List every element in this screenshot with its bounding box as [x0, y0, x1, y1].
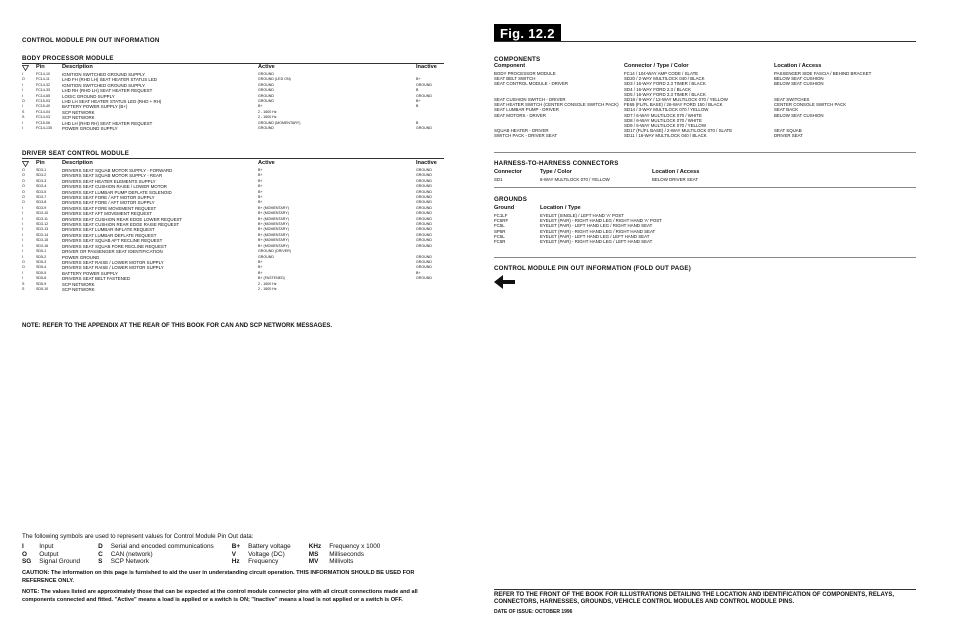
components-heading: COMPONENTS — [494, 56, 541, 63]
table-row: O FC14-11 LHD FH (RHD LH) SEAT HEATER STATUS LED GROUND (LED ON) B+ — [22, 77, 421, 83]
caution-note: CAUTION: The information on this page is furnished to aid the user in understanding circuit operation. THIS INFORMATION SHOULD BE USED FOR REFERENCE ONLY. — [22, 570, 415, 584]
pin-icon — [22, 64, 36, 72]
table-row: I SD3-11 DRIVERS SEAT CUSHION REAR EDGE LOWER REQUEST B+ (MOMENTARY) GROUND — [22, 216, 432, 222]
table-row: I SD3-15 DRIVERS SEAT SQUAB AFT RECLINE REQUEST B+ (MOMENTARY) GROUND — [22, 238, 432, 244]
figure-label: Fig. 12.2 — [494, 24, 561, 42]
table-row: SEAT MOTORS - DRIVER SD7 / 6-WAY MULTILOCK 070 / WHITE BELOW SEAT CUSHION — [494, 112, 824, 118]
table-row: FC5L EYELET (PAIR) - LEFT HAND LEG / RIGHT HAND SEAT — [494, 223, 653, 229]
table-row: I SD5-1 DRIVER OR PASSENGER SEAT IDENTIFICATION GROUND (DRIVER) — [22, 249, 291, 255]
values-note: NOTE: The values listed are approximately those that can be expected at the control module connector pins with all circuit connections made and all components connected and fitted. "Active" means a load is applied or a switch is ON; "Inactive" means a load is not applied or a switch is OFF. — [22, 589, 418, 603]
table-row: O SD3-1 DRIVERS SEAT SQUAB MOTOR SUPPLY - FORWARD B+ GROUND — [22, 168, 432, 173]
table-row: I FC14-135 POWER GROUND SUPPLY GROUND GROUND — [22, 126, 432, 132]
table-row: O SD3-3 DRIVERS SEAT HEATER ELEMENTS SUPPLY B+ GROUND — [22, 178, 432, 184]
table-row: I FC14-10 IGNITION SWITCHED GROUND SUPPLY GROUND — [22, 72, 274, 77]
table-row: SD1 8-WAY MULTILOCK 070 / YELLOW BELOW DRIVER SEAT — [494, 177, 699, 182]
table-row: O SD3-5 DRIVERS SEAT LUMBAR PUMP DEFLATE SOLENOID B+ GROUND — [22, 189, 432, 195]
table-row: S FC14-03 SCP NETWORK 2 - 1600 Hz — [22, 115, 277, 121]
pin-icon — [22, 160, 36, 168]
pinout-heading: CONTROL MODULE PIN OUT INFORMATION (FOLD OUT PAGE) — [494, 265, 691, 272]
table-header: Ground Location / Type — [494, 205, 581, 211]
table-row: I SD3-14 DRIVERS SEAT LUMBAR DEFLATE REQUEST B+ (MOMENTARY) GROUND — [22, 232, 432, 238]
legend-row: O Output C CAN (network) V Voltage (DC) MS Milliseconds — [22, 550, 364, 558]
table-row: I SD5-2 POWER GROUND GROUND GROUND — [22, 254, 432, 260]
table-row: SEAT CUSHION SWITCH - DRIVER SD18 / 8-WAY / 12-WAY MULTILOCK 070 / YELLOW SEAT SWITCHES — [494, 97, 810, 103]
table-row: SD9 / 6-WAY MULTILOCK 070 / YELLOW — [624, 123, 706, 129]
date-of-issue: DATE OF ISSUE: OCTOBER 1996 — [494, 609, 573, 615]
table-row: FC5RF EYELET (PAIR) - RIGHT HAND LEG / RIGHT HAND 'A' POST — [494, 218, 662, 224]
network-note: NOTE: REFER TO THE APPENDIX AT THE REAR OF THIS BOOK FOR CAN AND SCP NETWORK MESSAGES. — [22, 323, 333, 329]
legend-intro: The following symbols are used to represent values for Control Module Pin Out data: — [22, 533, 254, 540]
table-row: O SD3-4 DRIVERS SEAT CUSHION RAISE / LOWER MOTOR B+ GROUND — [22, 184, 432, 190]
legend-row: SG Signal Ground S SCP Network Hz Frequency MV Millivolts — [22, 558, 354, 565]
table-row: SD5 / 16-WAY FORD 2.3 TIMER / BLACK — [624, 91, 706, 97]
components-table — [494, 63, 916, 139]
table-row: I SD3-10 DRIVERS SEAT AFT MOVEMENT REQUEST B+ (MOMENTARY) GROUND — [22, 211, 432, 217]
table-row: S SD5-10 SCP NETWORK 2 - 1600 Hz — [22, 286, 277, 292]
table-row: SEAT LUMBAR PUMP - DRIVER SD14 / 3-WAY MULTILOCK 070 / YELLOW SEAT BACK — [494, 107, 799, 113]
table-row: SEAT BELT SWITCH SD20 / 2-WAY MULTILOCK 040 / BLACK BELOW SEAT CUSHION — [494, 76, 824, 82]
table-row: O FC15-03 LHD LH SEAT HEATER STATUS LED (RHD + RH) GROUND B+ — [22, 99, 421, 105]
table-row: I SD3-13 DRIVERS SEAT LUMBAR INFLATE REQUEST B+ (MOMENTARY) GROUND — [22, 227, 432, 233]
table-row: I FC14-32 IGNITION SWITCHED GROUND SUPPLY GROUND GROUND — [22, 82, 432, 88]
driver-seat-heading: DRIVER SEAT CONTROL MODULE — [22, 150, 130, 157]
table-row: S SD5-9 SCP NETWORK 2 - 1600 Hz — [22, 281, 277, 287]
table-row: O SD3-2 DRIVERS SEAT SQUAB MOTOR SUPPLY - REAR B+ GROUND — [22, 173, 432, 179]
driver-seat-table — [22, 160, 444, 292]
table-row: SD4 / 16-WAY FORD 2.3 / BLACK — [624, 86, 692, 92]
table-row: SP5R EYELET (PAIR) - RIGHT HAND LEG / RIGHT HAND SEAT — [494, 228, 656, 234]
body-processor-heading: BODY PROCESSOR MODULE — [22, 55, 114, 62]
table-row: S FC14-04 SCP NETWORK 2 - 1600 Hz — [22, 109, 277, 115]
table-row: FC5L EYELET (PAIR) - LEFT HAND LEG / LEFT HAND SEAT — [494, 233, 650, 239]
table-row: I SD5-5 BATTERY POWER SUPPLY B+ B+ — [22, 270, 421, 276]
table-row: I FC14-33 LHD RH (RHD LH) SEAT HEATER REQUEST GROUND B — [22, 88, 419, 94]
table-row: FC5R EYELET (PAIR) - RIGHT HAND LEG / LEFT HAND SEAT — [494, 239, 653, 245]
harness-heading: HARNESS-TO-HARNESS CONNECTORS — [494, 160, 619, 167]
table-header: Component Connector / Type / Color Location / Access — [494, 63, 822, 69]
table-row: I SD3-12 DRIVERS SEAT CUSHION REAR EDGE RAISE REQUEST B+ (MOMENTARY) GROUND — [22, 222, 432, 228]
refer-note: REFER TO THE FRONT OF THE BOOK FOR ILLUSTRATIONS DETAILING THE LOCATION AND IDENTIFICATION OF COMPONENTS, RELAYS, CONNECTORS, HARNESSES, GROUNDS, VEHICLE CONTROL MODULES AND CONTROL MODULE PINS. — [494, 592, 894, 606]
table-row: O SD5-4 DRIVERS SEAT RAISE / LOWER MOTOR SUPPLY B+ GROUND — [22, 265, 432, 271]
table-header: Connector Type / Color Location / Access — [494, 169, 700, 175]
table-row: I FC14-65 LOGIC GROUND SUPPLY GROUND GROUND — [22, 93, 432, 99]
table-row: I SD3-16 DRIVERS SEAT SQUAB FORE RECLINE REQUEST B+ (MOMENTARY) GROUND — [22, 243, 432, 249]
table-row: SEAT HEATER SWITCH (CENTER CONSOLE SWITCH PACK) FE69 (FL/FL BASE) / 26-WAY FORD 150 / BLACK CENTER CONSOLE SWITCH PACK — [494, 102, 847, 108]
table-row: I FC15-40 BATTERY POWER SUPPLY (B+) B+ B — [22, 104, 419, 110]
table-row: SWITCH PACK - DRIVER SEAT SD11 / 16-WAY MULTILOCK 040 / BLACK DRIVER SEAT — [494, 133, 803, 139]
table-row: SD8 / 6-WAY MULTILOCK 070 / WHITE — [624, 117, 702, 123]
table-row: FC1LF EYELET (SINGLE) / LEFT HAND 'A' POST — [494, 213, 624, 218]
arrow-left-icon[interactable] — [494, 275, 516, 294]
legend-row: I Input D Serial and encoded communications B+ Battery voltage KHz Frequency x 1000 — [22, 543, 381, 550]
table-header: Pin Description Active Inactive — [22, 64, 444, 72]
page-title: CONTROL MODULE PIN OUT INFORMATION — [22, 37, 160, 44]
table-row: O SD3-8 DRIVERS SEAT FORE / AFT MOTOR SUPPLY B+ GROUND — [22, 200, 432, 206]
table-row: I FC15-06 LHD LH (RHD RH) SEAT HEATER REQUEST GROUND (MOMENTARY) B — [22, 120, 419, 126]
symbol-legend — [22, 543, 398, 566]
harness-table — [494, 169, 916, 182]
table-row: O SD3-7 DRIVERS SEAT FORE / AFT MOTOR SUPPLY B+ GROUND — [22, 195, 432, 201]
table-row: SEAT CONTROL MODULE - DRIVER SD3 / 16-WAY FORD 2.3 TIMER / BLACK BELOW SEAT CUSHION — [494, 81, 824, 87]
table-header: Pin Description Active Inactive — [22, 160, 444, 168]
table-row: BODY PROCESSOR MODULE FC14 / 104-WAY AMP CODE / SLATE PASSENGER SIDE FASCIA / BEHIND BRACKET — [494, 71, 872, 76]
table-row: SQUAB HEATER - DRIVER SD17 (FL/FL BASE) / 2-WAY MULTILOCK 070 / SLATE SEAT SQUAB — [494, 128, 802, 134]
grounds-heading: GROUNDS — [494, 196, 528, 203]
table-row: O SD5-3 DRIVERS SEAT RAISE / LOWER MOTOR SUPPLY B+ GROUND — [22, 259, 432, 265]
body-processor-table — [22, 64, 444, 131]
table-row: I SD5-6 DRIVERS SEAT BELT FASTENED B+ (FASTENED) GROUND — [22, 276, 432, 282]
grounds-table — [494, 205, 916, 244]
table-row: I SD3-9 DRIVERS SEAT FORE MOVEMENT REQUEST B+ (MOMENTARY) GROUND — [22, 205, 432, 211]
